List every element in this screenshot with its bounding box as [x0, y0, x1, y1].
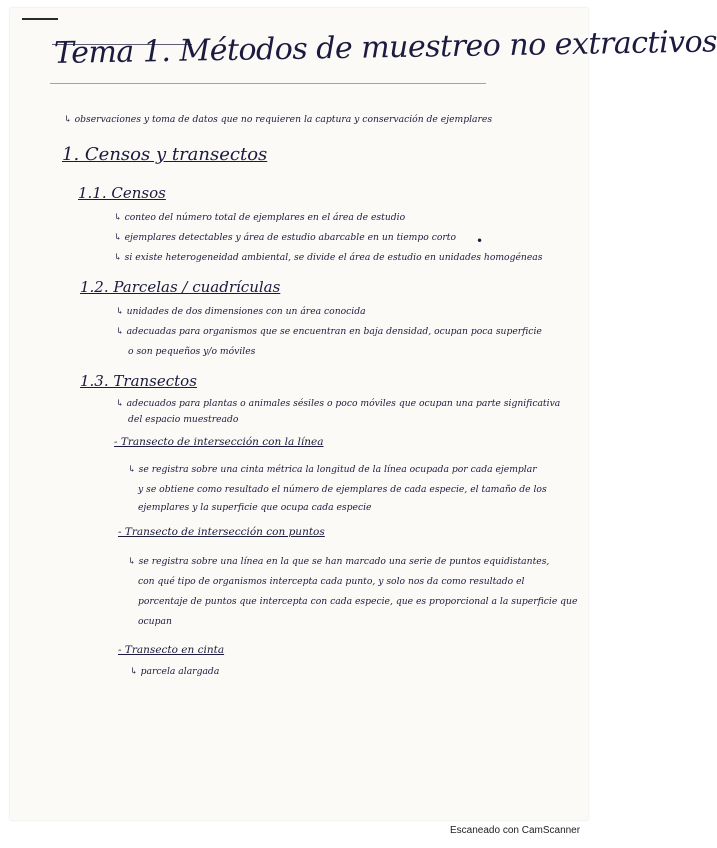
text-line: ↳ parcela alargada: [130, 666, 220, 677]
section-heading-censos-transectos: 1. Censos y transectos: [62, 144, 268, 165]
text-line: porcentaje de puntos que intercepta con cada especie, que es proporcional a la superficie que: [138, 596, 578, 607]
text-line: ↳ unidades de dos dimensiones con un área conocida: [116, 306, 366, 317]
title-underline: [50, 83, 486, 84]
subsection-heading-censos: 1.1. Censos: [78, 184, 166, 202]
text-line: con qué tipo de organismos intercepta cada punto, y solo nos da como resultado el: [138, 576, 525, 587]
scan-edge-mark: [22, 18, 58, 20]
type-heading-interseccion-linea: - Transecto de intersección con la línea: [114, 436, 324, 448]
type-heading-interseccion-puntos: - Transecto de intersección con puntos: [118, 526, 325, 538]
scanner-watermark: Escaneado con CamScanner: [450, 825, 581, 836]
text-line: ↳ se registra sobre una línea en la que se han marcado una serie de puntos equidistantes,: [128, 556, 550, 567]
text-line: ↳ se registra sobre una cinta métrica la longitud de la línea ocupada por cada ejemplar: [128, 464, 537, 475]
page-title: Tema 1. Métodos de muestreo no extractivos: [53, 24, 717, 71]
type-heading-transecto-cinta: - Transecto en cinta: [118, 644, 225, 656]
text-line: ↳ conteo del número total de ejemplares en el área de estudio: [114, 212, 406, 223]
text-line: del espacio muestreado: [128, 414, 239, 425]
text-line: ↳ ejemplares detectables y área de estudio abarcable en un tiempo corto: [114, 232, 457, 243]
subsection-heading-transectos: 1.3. Transectos: [80, 372, 197, 390]
text-line: y se obtiene como resultado el número de ejemplares de cada especie, el tamaño de los: [138, 484, 547, 495]
text-line: ↳ adecuados para plantas o animales sésiles o poco móviles que ocupan una parte significativa: [116, 398, 561, 409]
subsection-heading-parcelas: 1.2. Parcelas / cuadrículas: [80, 278, 281, 296]
margin-dot: •: [476, 234, 484, 248]
text-line: ↳ adecuadas para organismos que se encuentran en baja densidad, ocupan poca superficie: [116, 326, 542, 337]
text-line: ejemplares y la superficie que ocupa cada especie: [138, 502, 372, 513]
text-line: ocupan: [138, 616, 172, 627]
scanned-page: [10, 8, 717, 820]
text-line: o son pequeños y/o móviles: [128, 346, 256, 357]
text-line: ↳ si existe heterogeneidad ambiental, se divide el área de estudio en unidades homogéneas: [114, 252, 543, 263]
intro-line: ↳ observaciones y toma de datos que no requieren la captura y conservación de ejemplares: [64, 114, 493, 125]
